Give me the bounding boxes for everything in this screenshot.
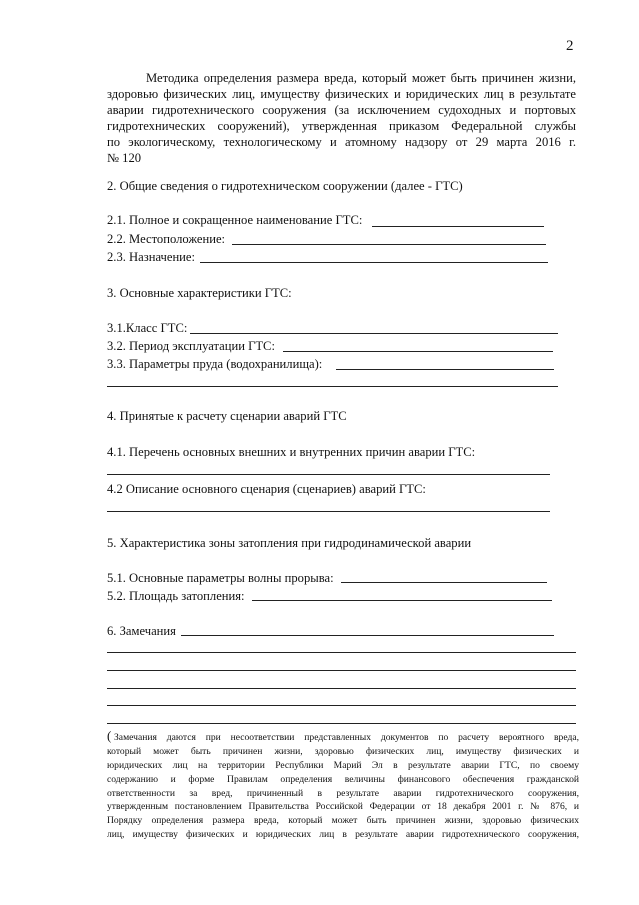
field-2-3-line[interactable] [200, 262, 548, 263]
field-5-2-line[interactable] [252, 600, 552, 601]
remarks-line-2[interactable] [107, 652, 576, 653]
field-5-2-label: 5.2. Площадь затопления: [107, 589, 245, 603]
note-line: Порядку определения размера вреда, который может быть причинен жизни, здоровью физических [107, 815, 579, 826]
intro-line: по экологическому, технологическому и атомному надзору от 29 марта 2016 г. [107, 135, 576, 149]
section-6-heading: 6. Замечания [107, 624, 176, 638]
note-line: ответственности за вред, причиненный в результате аварии гидротехнического сооружения, [107, 788, 579, 799]
field-4-2-line[interactable] [107, 511, 550, 512]
field-2-2-label: 2.2. Местоположение: [107, 232, 226, 246]
note-line: лиц, имуществу физических и юридических лиц в результате аварии гидротехнического сооружения, [107, 829, 579, 840]
section-4-heading: 4. Принятые к расчету сценарии аварий ГТС [107, 409, 347, 423]
field-3-3-line-continued[interactable] [107, 386, 558, 387]
note-line: содержанию и форме Правилам определения величины финансового обеспечения гражданской [107, 774, 579, 785]
field-3-3-line[interactable] [336, 369, 554, 370]
intro-line: Методика определения размера вреда, который может быть причинен жизни, [146, 71, 576, 85]
note-open-paren: ( [107, 728, 112, 743]
remarks-line-6[interactable] [107, 723, 576, 724]
section-3-heading: 3. Основные характеристики ГТС: [107, 286, 292, 300]
field-3-2-line[interactable] [283, 351, 553, 352]
remarks-line-4[interactable] [107, 688, 576, 689]
field-4-2-label: 4.2 Описание основного сценария (сценариев) аварий ГТС: [107, 482, 426, 496]
remarks-line-3[interactable] [107, 670, 576, 671]
note-line: Замечания даются при несоответствии представленных документов по расчету вероятного вреда, [114, 732, 579, 743]
section-2-heading: 2. Общие сведения о гидротехническом сооружении (далее - ГТС) [107, 179, 463, 193]
intro-line: здоровью физических лиц, имуществу физических и юридических лиц в результате [107, 87, 576, 101]
note-line: утвержденным постановлением Правительства Российской Федерации от 18 декабря 2001 г. № 876, и [107, 801, 579, 812]
page-number: 2 [566, 38, 574, 54]
field-3-2-label: 3.2. Период эксплуатации ГТС: [107, 339, 275, 353]
field-3-1-label: 3.1.Класс ГТС: [107, 321, 188, 335]
field-4-1-label: 4.1. Перечень основных внешних и внутренних причин аварии ГТС: [107, 445, 476, 459]
note-line: который может быть причинен жизни, здоровью физических лиц, имуществу физических и [107, 746, 579, 757]
field-3-1-line[interactable] [190, 333, 558, 334]
field-2-3-label: 2.3. Назначение: [107, 250, 196, 264]
note-line: юридических лиц на территории Республики Марий Эл в результате аварии ГТС, по своему [107, 760, 579, 771]
intro-line: аварии гидротехнического сооружения (за исключением судоходных и портовых [107, 103, 576, 117]
remarks-line-1[interactable] [181, 635, 554, 636]
field-5-1-label: 5.1. Основные параметры волны прорыва: [107, 571, 334, 585]
field-4-1-line[interactable] [107, 474, 550, 475]
section-5-heading: 5. Характеристика зоны затопления при гидродинамической аварии [107, 536, 472, 550]
field-2-1-line[interactable] [372, 226, 544, 227]
field-3-3-label: 3.3. Параметры пруда (водохранилища): [107, 357, 323, 371]
field-2-1-label: 2.1. Полное и сокращенное наименование ГТС: [107, 213, 363, 227]
intro-line: гидротехнических сооружений), утвержденная приказом Федеральной службы [107, 119, 576, 133]
field-5-1-line[interactable] [341, 582, 547, 583]
remarks-line-5[interactable] [107, 705, 576, 706]
intro-line: № 120 [107, 151, 142, 165]
field-2-2-line[interactable] [232, 244, 546, 245]
